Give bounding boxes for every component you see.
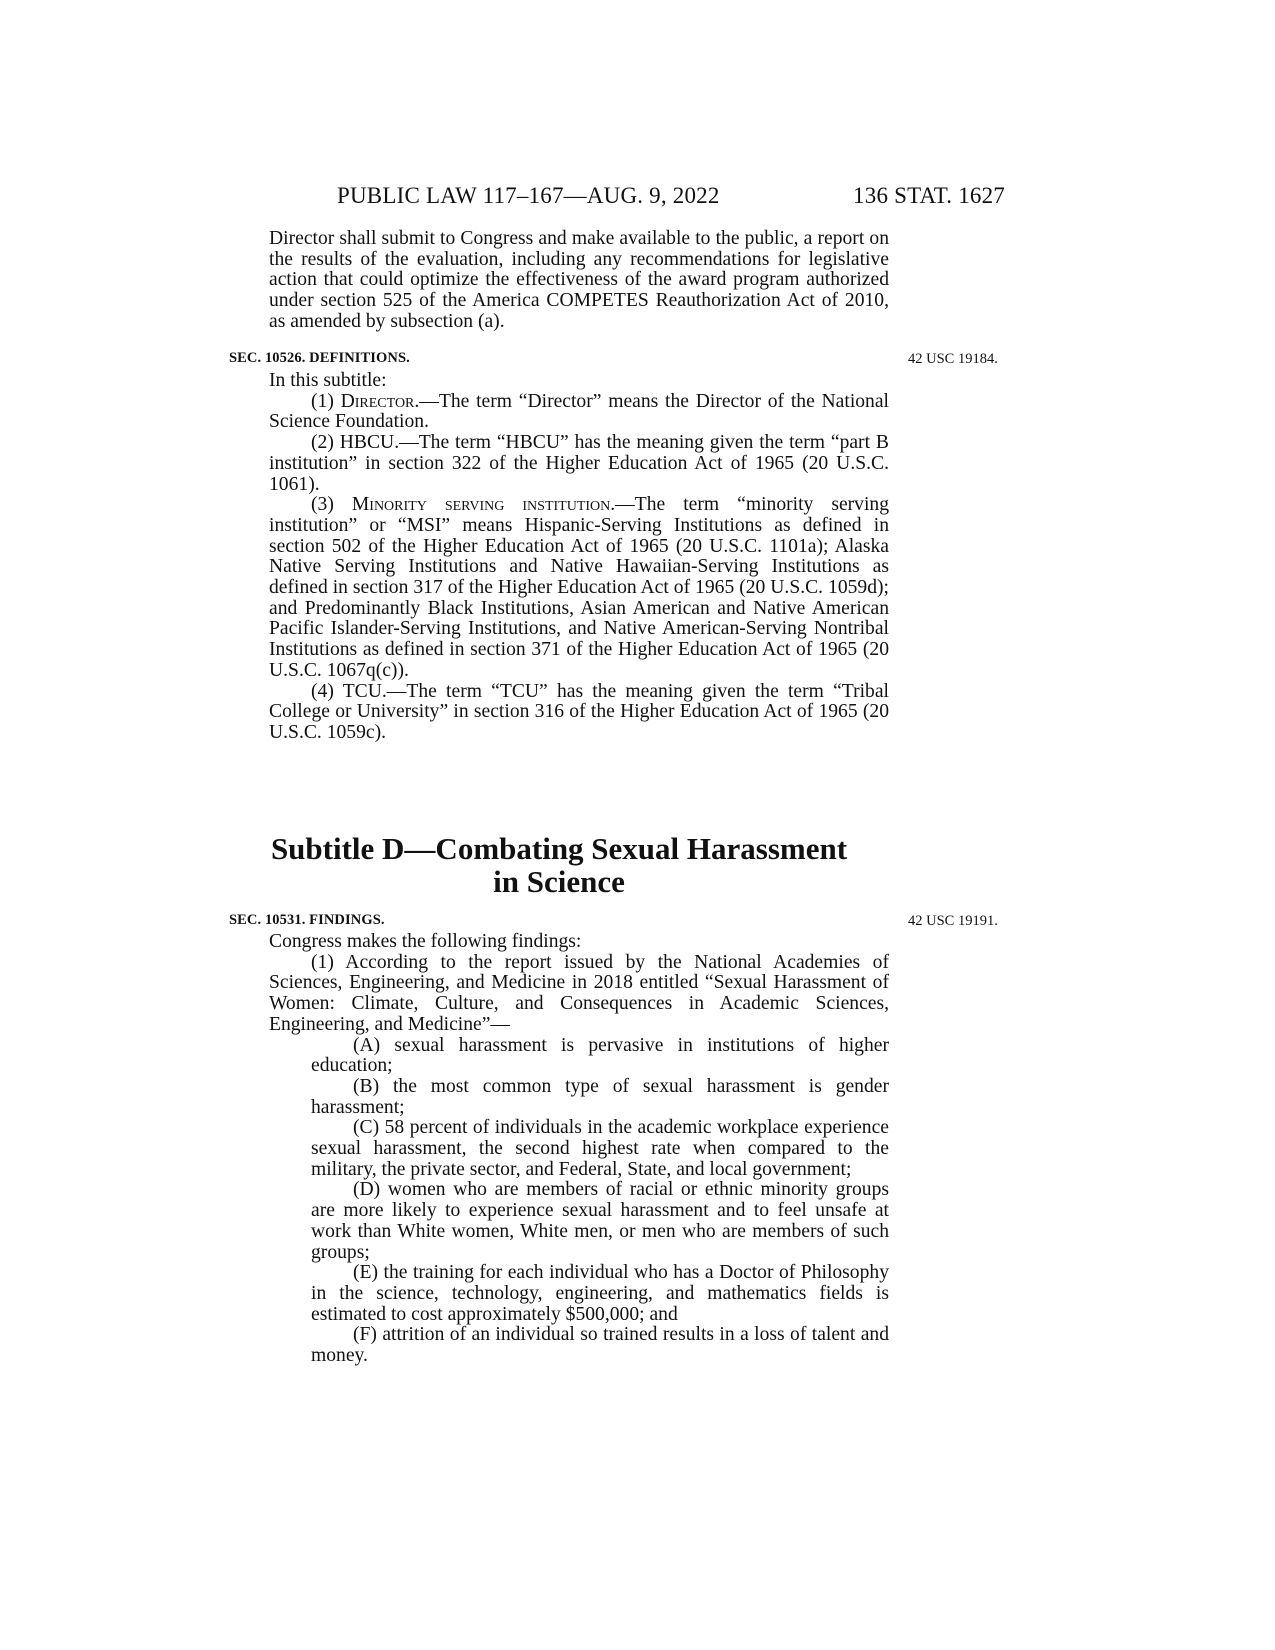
finding-item: (1) According to the report issued by the National Academies of Sciences, Engineering, and Medicine in 2018 entitled “Sexual Harassment of Women: Climate, Culture, and Consequences in Academic Sciences, Engineering, and Medicine”—	[269, 951, 889, 1035]
definition-item: (4) TCU.—The term “TCU” has the meaning given the term “Tribal College or University” in section 316 of the Higher Education Act of 1965 (20 U.S.C. 1059c).	[269, 680, 889, 743]
sec-10531-body	[269, 932, 889, 1367]
intro-paragraph: Director shall submit to Congress and make available to the public, a report on the results of the evaluation, including any recommendations for legislative action that could optimize the effectiveness of the award program authorized under section 525 of the America COMPETES Reauthorization Act of 2010, as amended by subsection (a).	[269, 228, 889, 332]
finding-subitem: (C) 58 percent of individuals in the academic workplace experience sexual harassment, the second highest rate when compared to the military, the private sector, and Federal, State, and local government;	[311, 1117, 889, 1180]
finding-subitem: (E) the training for each individual who has a Doctor of Philosophy in the science, technology, engineering, and mathematics fields is estimated to cost approximately $500,000; and	[311, 1262, 889, 1325]
finding-subitem: (B) the most common type of sexual harassment is gender harassment;	[311, 1075, 889, 1118]
subtitle-line-1: Subtitle D—Combating Sexual Harassment	[270, 831, 848, 866]
intro-block	[269, 229, 889, 333]
statute-page-number: 136 STAT. 1627	[853, 183, 1005, 208]
sec-10526-margin-note: 42 USC 19184.	[908, 351, 998, 367]
sec-10531-margin-note: 42 USC 19191.	[908, 913, 998, 929]
definition-item: (1) Director.—The term “Director” means the Director of the National Science Foundation.	[269, 390, 889, 433]
subtitle-line-2: in Science	[493, 864, 625, 899]
sec-10531-lead: Congress makes the following findings:	[269, 931, 582, 952]
subtitle-heading	[229, 832, 889, 898]
page-header	[337, 183, 1005, 213]
sec-10526-lead: In this subtitle:	[269, 370, 387, 391]
finding-subitem: (D) women who are members of racial or ethnic minority groups are more likely to experience sexual harassment and to feel unsafe at work than White women, White men, or men who are members of such groups;	[311, 1179, 889, 1263]
definition-item: (2) HBCU.—The term “HBCU” has the meaning given the term “part B institution” in section 322 of the Higher Education Act of 1965 (20 U.S.C. 1061).	[269, 432, 889, 495]
finding-subitem: (F) attrition of an individual so trained results in a loss of talent and money.	[311, 1324, 889, 1367]
sec-10531-heading: SEC. 10531. FINDINGS.	[229, 912, 385, 928]
running-title: PUBLIC LAW 117–167—AUG. 9, 2022	[337, 183, 720, 208]
finding-subitem: (A) sexual harassment is pervasive in institutions of higher education;	[311, 1034, 889, 1077]
sec-10526-body	[269, 371, 889, 744]
sec-10526-heading: SEC. 10526. DEFINITIONS.	[229, 350, 410, 366]
definition-item: (3) Minority serving institution.—The term “minority serving institution” or “MSI” means Hispanic-Serving Institutions as defined in section 502 of the Higher Education Act of 1965 (20 U.S.C. 1101a); Alaska Native Serving Institutions and Native Hawaiian-Serving Institutions as defined in section 317 of the Higher Education Act of 1965 (20 U.S.C. 1059d); and Predominantly Black Institutions, Asian American and Native American Pacific Islander-Serving Institutions, and Native American-Serving Nontribal Institutions as defined in section 371 of the Higher Education Act of 1965 (20 U.S.C. 1067q(c)).	[269, 494, 890, 681]
